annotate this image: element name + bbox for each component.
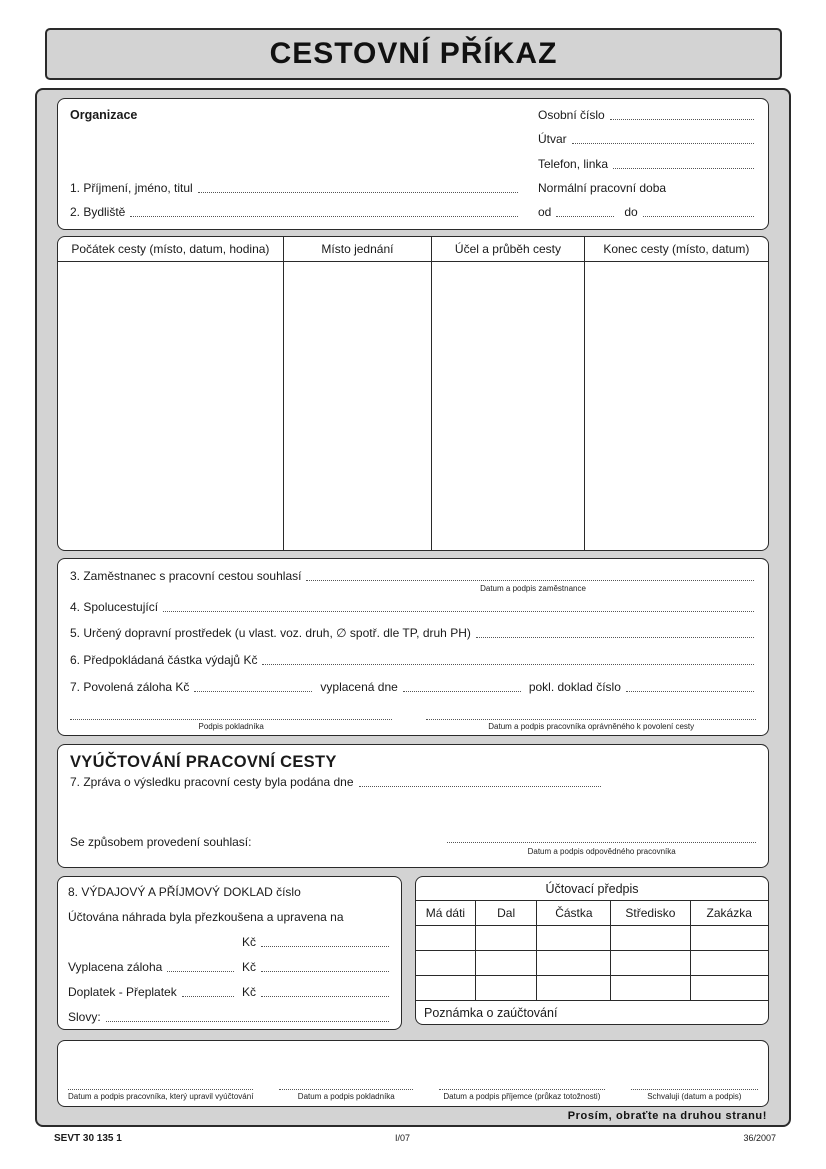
acc-col-credit-header: Dal bbox=[476, 901, 538, 925]
footer-edition: I/07 bbox=[395, 1133, 411, 1143]
cashier-signature-caption: Podpis pokladníka bbox=[198, 722, 264, 731]
acc-cell[interactable] bbox=[691, 976, 768, 1000]
item5-field[interactable] bbox=[476, 637, 754, 638]
approval-signature-caption: Schvaluji (datum a podpis) bbox=[647, 1092, 742, 1101]
footer-print-code: 36/2007 bbox=[743, 1133, 776, 1143]
voucher-title: 8. VÝDAJOVÝ A PŘÍJMOVÝ DOKLAD číslo bbox=[68, 885, 301, 899]
acc-cell[interactable] bbox=[611, 951, 690, 975]
report-date-label: 7. Zpráva o výsledku pracovní cesty byla podána dne bbox=[70, 775, 354, 789]
item7-paid-date-field[interactable] bbox=[403, 691, 521, 692]
item3-label: 3. Zaměstnanec s pracovní cestou souhlasí bbox=[70, 569, 302, 583]
from-label: od bbox=[538, 205, 552, 219]
balance-label: Doplatek - Přeplatek bbox=[68, 985, 177, 999]
cashier2-signature-caption: Datum a podpis pokladníka bbox=[297, 1092, 395, 1101]
form-body bbox=[35, 88, 791, 1127]
acc-col-center-header: Středisko bbox=[611, 901, 690, 925]
to-time-field[interactable] bbox=[643, 216, 754, 217]
phone-label: Telefon, linka bbox=[538, 156, 609, 171]
trip-col-place-header: Místo jednání bbox=[284, 237, 432, 262]
voucher-checked-label: Účtována náhrada byla přezkoušena a upravena na bbox=[68, 910, 344, 924]
recipient-signature-caption: Datum a podpis příjemce (průkaz totožnosti) bbox=[443, 1092, 601, 1101]
item7-doc-number-field[interactable] bbox=[626, 691, 754, 692]
balance-amount-field[interactable] bbox=[261, 996, 389, 997]
trip-cell-end[interactable] bbox=[585, 262, 768, 550]
acc-col-amount-header: Částka bbox=[537, 901, 611, 925]
acc-cell[interactable] bbox=[537, 926, 611, 950]
item3-field[interactable] bbox=[306, 580, 754, 581]
accounting-row bbox=[416, 926, 768, 951]
trip-col-purpose-header: Účel a průběh cesty bbox=[432, 237, 585, 262]
footer-form-code: SEVT 30 135 1 bbox=[54, 1133, 122, 1144]
currency-label-3: Kč bbox=[241, 985, 256, 999]
trip-table bbox=[57, 236, 769, 551]
adjuster-signature-field[interactable] bbox=[68, 1082, 253, 1090]
acc-cell[interactable] bbox=[537, 951, 611, 975]
accounting-row bbox=[416, 951, 768, 976]
personal-number-label: Osobní číslo bbox=[538, 108, 605, 122]
item6-label: 6. Předpokládaná částka výdajů Kč bbox=[70, 653, 258, 667]
acc-cell[interactable] bbox=[611, 926, 690, 950]
acc-cell[interactable] bbox=[416, 976, 476, 1000]
words-label: Slovy: bbox=[68, 1010, 101, 1024]
trip-col-end-header: Konec cesty (místo, datum) bbox=[585, 237, 768, 262]
report-date-field[interactable] bbox=[359, 786, 601, 787]
final-signatures-section bbox=[57, 1040, 769, 1107]
organization-label: Organizace bbox=[70, 108, 138, 122]
turn-page-note: Prosím, obraťte na druhou stranu! bbox=[567, 1110, 767, 1122]
acc-col-debit-header: Má dáti bbox=[416, 901, 476, 925]
balance-field[interactable] bbox=[182, 996, 234, 997]
acc-cell[interactable] bbox=[611, 976, 690, 1000]
voucher-section bbox=[57, 876, 402, 1030]
from-time-field[interactable] bbox=[556, 216, 614, 217]
acc-cell[interactable] bbox=[691, 951, 768, 975]
acc-cell[interactable] bbox=[416, 951, 476, 975]
accounting-section bbox=[415, 876, 769, 1025]
page-title: CESTOVNÍ PŘÍKAZ bbox=[269, 37, 558, 70]
settlement-title: VYÚČTOVÁNÍ PRACOVNÍ CESTY bbox=[70, 753, 337, 771]
acc-cell[interactable] bbox=[476, 951, 538, 975]
to-label: do bbox=[624, 205, 638, 219]
department-field[interactable] bbox=[572, 143, 754, 144]
item5-label: 5. Určený dopravní prostředek (u vlast. voz. druh, ∅ spotř. dle TP, druh PH) bbox=[70, 626, 471, 640]
item7-paid-label: vyplacená dne bbox=[320, 680, 398, 694]
phone-field[interactable] bbox=[613, 168, 754, 169]
department-label: Útvar bbox=[538, 132, 567, 147]
advance-amount-field[interactable] bbox=[261, 971, 389, 972]
trip-cell-place[interactable] bbox=[284, 262, 432, 550]
item7-advance-field[interactable] bbox=[194, 691, 312, 692]
item4-label: 4. Spolucestující bbox=[70, 600, 159, 614]
advance-field[interactable] bbox=[167, 971, 234, 972]
acc-cell[interactable] bbox=[537, 976, 611, 1000]
trip-cell-start[interactable] bbox=[58, 262, 284, 550]
acc-cell[interactable] bbox=[476, 926, 538, 950]
accounting-note-label: Poznámka o zaúčtování bbox=[424, 1005, 558, 1020]
responsible-signature-field[interactable] bbox=[447, 835, 756, 843]
acc-col-order-header: Zakázka bbox=[706, 906, 752, 920]
trip-col-start-header: Počátek cesty (místo, datum, hodina) bbox=[58, 237, 284, 262]
name-label: 1. Příjmení, jméno, titul bbox=[70, 181, 193, 195]
item3-signature-caption: Datum a podpis zaměstnance bbox=[480, 584, 586, 593]
recipient-signature-field[interactable] bbox=[439, 1082, 605, 1090]
header-section bbox=[57, 98, 769, 230]
form-title-bar bbox=[45, 28, 782, 80]
residence-label: 2. Bydliště bbox=[70, 205, 126, 219]
currency-label-2: Kč bbox=[241, 960, 256, 974]
settlement-section bbox=[57, 744, 769, 868]
cashier-signature-field[interactable] bbox=[70, 710, 392, 720]
personal-number-field[interactable] bbox=[610, 119, 754, 120]
residence-field[interactable] bbox=[130, 216, 518, 217]
acc-cell[interactable] bbox=[476, 976, 538, 1000]
accounting-row bbox=[416, 976, 768, 1001]
voucher-accounting-row bbox=[57, 876, 769, 1030]
item7-doc-label: pokl. doklad číslo bbox=[528, 680, 621, 694]
approver-signature-caption: Datum a podpis pracovníka oprávněného k povolení cesty bbox=[488, 722, 695, 731]
acc-cell[interactable] bbox=[691, 926, 768, 950]
agree-label: Se způsobem provedení souhlasí: bbox=[70, 835, 252, 849]
item6-field[interactable] bbox=[262, 664, 754, 665]
item7-label: 7. Povolená záloha Kč bbox=[70, 680, 190, 694]
currency-label-1: Kč bbox=[241, 935, 256, 949]
advance-label: Vyplacena záloha bbox=[68, 960, 163, 974]
working-hours-label: Normální pracovní doba bbox=[538, 180, 667, 195]
adjusted-amount-field[interactable] bbox=[261, 946, 389, 947]
responsible-signature-caption: Datum a podpis odpovědného pracovníka bbox=[527, 847, 676, 856]
approver-signature-field[interactable] bbox=[426, 710, 756, 720]
accounting-title: Účtovací předpis bbox=[416, 877, 768, 901]
items-section bbox=[57, 558, 769, 736]
name-field[interactable] bbox=[198, 192, 518, 193]
adjuster-signature-caption: Datum a podpis pracovníka, který upravil vyúčtování bbox=[68, 1092, 254, 1101]
acc-cell[interactable] bbox=[416, 926, 476, 950]
approval-signature-field[interactable] bbox=[631, 1082, 758, 1090]
cashier2-signature-field[interactable] bbox=[279, 1082, 413, 1090]
item4-field[interactable] bbox=[163, 611, 754, 612]
words-field[interactable] bbox=[106, 1021, 389, 1022]
trip-cell-purpose[interactable] bbox=[432, 262, 585, 550]
